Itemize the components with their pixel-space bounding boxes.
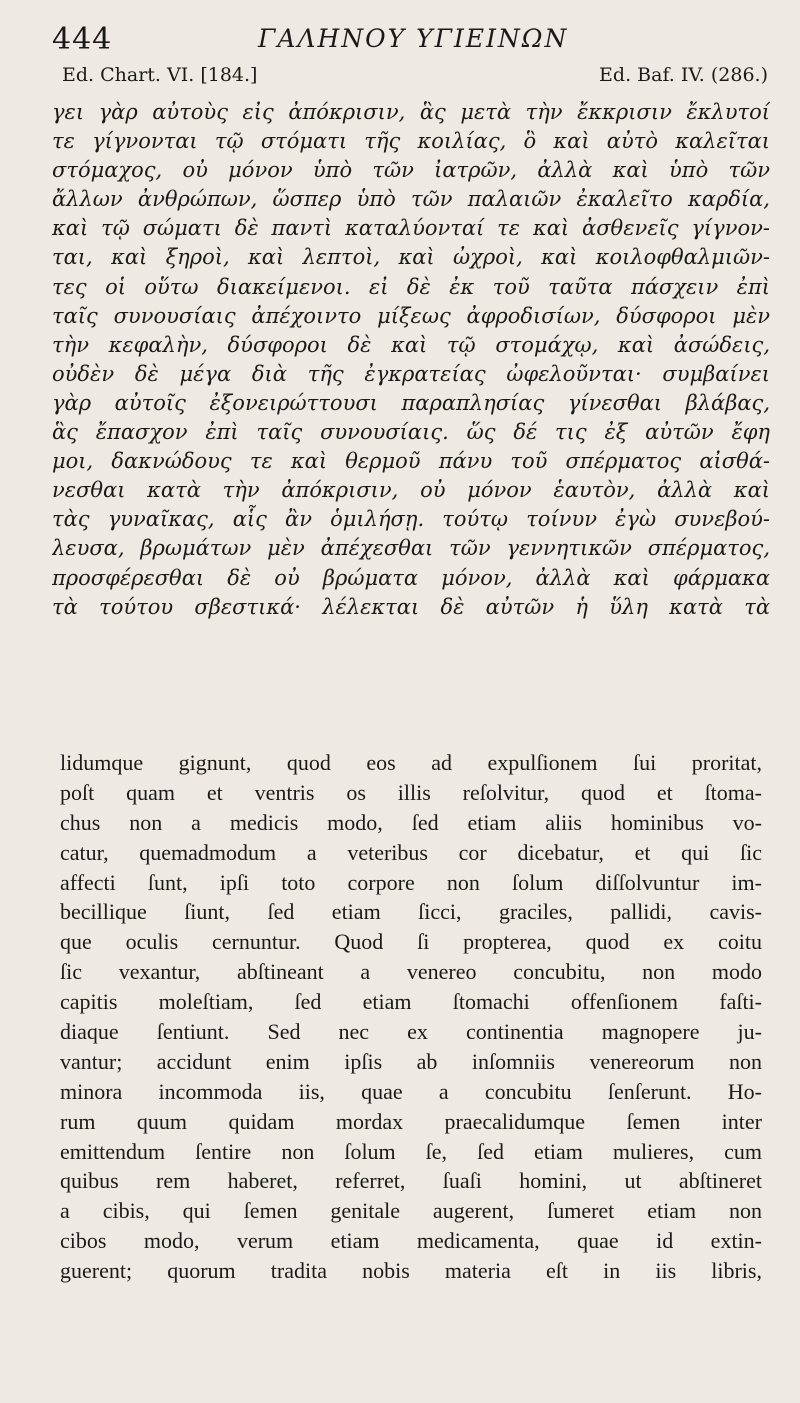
latin-text-line: ſic vexantur, abſtineant a venereo concubitu, non modo xyxy=(60,959,762,985)
greek-text-line: νεσθαι κατὰ τὴν ἀπόκρισιν, οὐ μόνον ἑαυτὸν, ἀλλὰ καὶ xyxy=(52,478,770,503)
latin-text-line: becillique ſiunt, ſed etiam ſicci, graciles, pallidi, cavis- xyxy=(60,899,762,925)
latin-text-line: que oculis cernuntur. Quod ſi propterea, quod ex coitu xyxy=(60,929,762,955)
greek-text-line: καὶ τῷ σώματι δὲ παντὶ καταλύονταί τε καὶ ἀσθενεῖς γίγνον- xyxy=(52,216,770,241)
greek-text-line: ταῖς συνουσίαις ἀπέχοιντο μίξεως ἀφροδισίων, δύσφοροι μὲν xyxy=(52,303,770,328)
edition-chartier: Ed. Chart. VI. [184.] xyxy=(62,64,258,86)
latin-text-line: quibus rem haberet, referret, ſuaſi homini, ut abſtineret xyxy=(60,1168,762,1194)
latin-text-line: catur, quemadmodum a veteribus cor dicebatur, et qui ſic xyxy=(60,839,762,865)
greek-text-line: λευσα, βρωμάτων μὲν ἀπέχεσθαι τῶν γεννητικῶν σπέρματος, xyxy=(52,536,770,561)
greek-text-line: τες οἱ οὕτω διακείμενοι. εἰ δὲ ἐκ τοῦ ταῦτα πάσχειν ἐπὶ xyxy=(52,274,770,299)
edition-references xyxy=(0,64,800,94)
greek-text-line: γει γὰρ αὐτοὺς εἰς ἀπόκρισιν, ἃς μετὰ τὴν ἔκκρισιν ἔκλυτοί xyxy=(52,100,770,124)
greek-text-line: προσφέρεσθαι δὲ οὐ βρώματα μόνον, ἀλλὰ καὶ φάρμακα xyxy=(52,565,770,590)
latin-text-line: chus non a medicis modo, ſed etiam aliis hominibus vo- xyxy=(60,809,762,835)
greek-text-line: τὰ τούτου σβεστικά· λέλεκται δὲ αὐτῶν ἡ ὕλη κατὰ τὰ xyxy=(52,594,770,619)
running-head xyxy=(0,20,800,60)
latin-text-line: vantur; accidunt enim ipſis ab inſomniis venereorum non xyxy=(60,1048,762,1074)
greek-text xyxy=(52,98,770,622)
greek-text-line: ἄλλων ἀνθρώπων, ὥσπερ ὑπὸ τῶν παλαιῶν ἐκαλεῖτο καρδία, xyxy=(52,187,770,212)
latin-text-line: affecti ſunt, ipſi toto corpore non ſolum diſſolvuntur im- xyxy=(60,869,762,895)
latin-text-line: diaque ſentiunt. Sed nec ex continentia magnopere ju- xyxy=(60,1019,762,1045)
latin-text-line: a cibis, qui ſemen genitale augerent, ſumeret etiam non xyxy=(60,1198,762,1224)
greek-text-line: οὐδὲν δὲ μέγα διὰ τῆς ἐγκρατείας ὠφελοῦνται· συμβαίνει xyxy=(52,361,770,386)
greek-text-line: τὴν κεφαλὴν, δύσφοροι δὲ καὶ τῷ στομάχῳ, καὶ ἀσώδεις, xyxy=(52,332,770,357)
greek-text-line: γὰρ αὐτοῖς ἐξονειρώττουσι παραπλησίας γίνεσθαι βλάβας, xyxy=(52,390,770,415)
edition-basel: Ed. Baf. IV. (286.) xyxy=(599,64,768,86)
latin-text-line: poſt quam et ventris os illis reſolvitur, quod et ſtoma- xyxy=(60,779,762,805)
latin-text-line: capitis moleſtiam, ſed etiam ſtomachi offenſionem faſti- xyxy=(60,989,762,1015)
greek-text-line: στόμαχος, οὐ μόνον ὑπὸ τῶν ἰατρῶν, ἀλλὰ καὶ ὑπὸ τῶν xyxy=(52,158,770,183)
latin-text-line: lidumque gignunt, quod eos ad expulſionem ſui proritat, xyxy=(60,750,762,775)
page-title: ΓΑΛΗΝΟΥ ΥΓΙΕΙΝΩΝ xyxy=(258,24,569,53)
greek-text-line: τὰς γυναῖκας, αἷς ἂν ὁμιλήσῃ. τούτῳ τοίνυν ἐγὼ συνεβού- xyxy=(52,507,770,532)
greek-text-line: ἃς ἔπασχον ἐπὶ ταῖς συνουσίαις. ὥς δέ τις ἐξ αὐτῶν ἔφη xyxy=(52,420,770,445)
latin-text-line: minora incommoda iis, quae a concubitu ſenſerunt. Ho- xyxy=(60,1078,762,1104)
page-number: 444 xyxy=(52,22,113,57)
latin-text-line: emittendum ſentire non ſolum ſe, ſed etiam mulieres, cum xyxy=(60,1138,762,1164)
latin-text-line: cibos modo, verum etiam medicamenta, quae id extin- xyxy=(60,1228,762,1254)
greek-text-line: μοι, δακνώδους τε καὶ θερμοῦ πάνυ τοῦ σπέρματος αἰσθά- xyxy=(52,449,770,474)
latin-text xyxy=(60,748,762,1286)
greek-text-line: τε γίγνονται τῷ στόματι τῆς κοιλίας, ὃ καὶ αὐτὸ καλεῖται xyxy=(52,129,770,154)
greek-text-line: ται, καὶ ξηροὶ, καὶ λεπτοὶ, καὶ ὠχροὶ, καὶ κοιλοφθαλμιῶν- xyxy=(52,245,770,270)
latin-text-line: rum quum quidam mordax praecalidumque ſemen inter xyxy=(60,1108,762,1134)
latin-text-line: guerent; quorum tradita nobis materia eſt in iis libris, xyxy=(60,1258,762,1284)
